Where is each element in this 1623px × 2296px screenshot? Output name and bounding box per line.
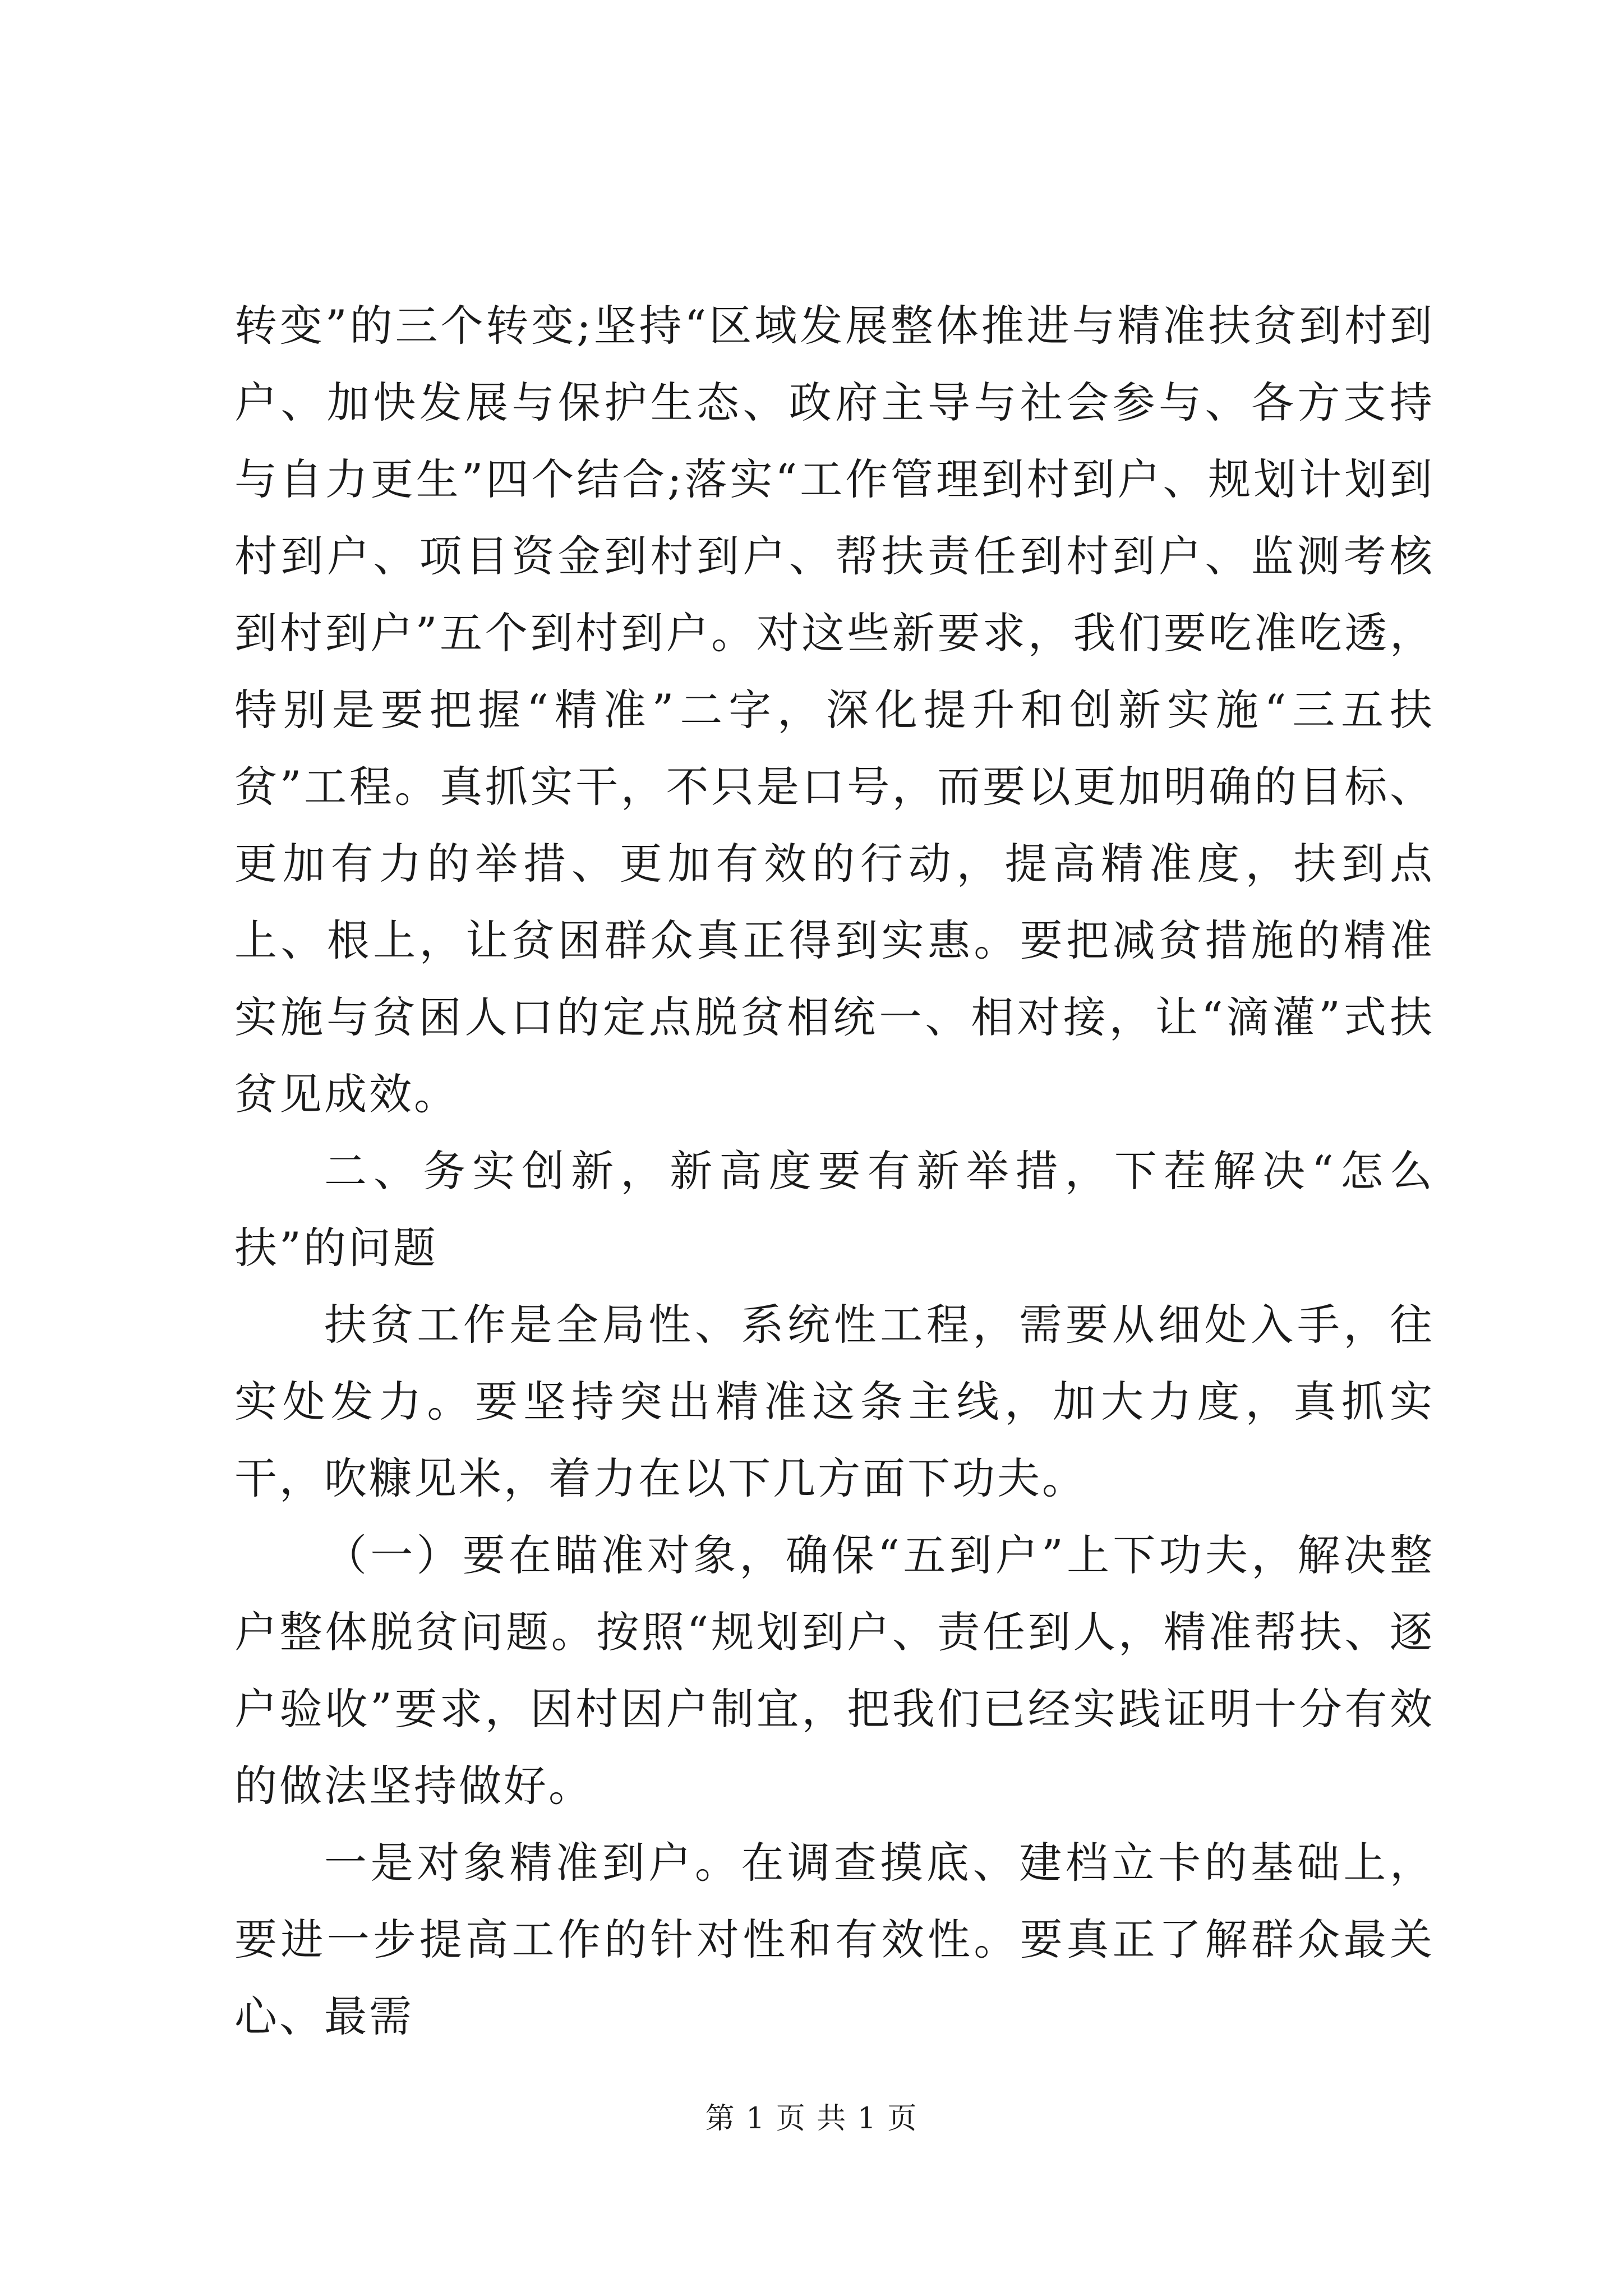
paragraph-continuation: 转变”的三个转变;坚持“区域发展整体推进与精准扶贫到村到户、加快发展与保护生态、政府主导与社会参与、各方支持与自力更生”四个结合;落实“工作管理到村到户、规划计划到村到户、项目资金到村到户、帮扶责任到村到户、监测考核到村到户”五个到村到户。对这些新要求，我们要吃准吃透，特别是要把握“精准”二字，深化提升和创新实施“三五扶贫”工程。真抓实干，不只是口号，而要以更加明确的目标、更加有力的举措、更加有效的行动，提高精准度，扶到点上、根上，让贫困群众真正得到实惠。要把减贫措施的精准实施与贫困人口的定点脱贫相统一、相对接，让“滴灌”式扶贫见成效。 [234, 301, 1435, 1119]
paragraph: 扶贫工作是全局性、系统性工程，需要从细处入手，往实处发力。要坚持突出精准这条主线，加大力度，真抓实干，吹糠见米，着力在以下几方面下功夫。 [234, 1300, 1435, 1503]
paragraph: 一是对象精准到户。在调查摸底、建档立卡的基础上，要进一步提高工作的针对性和有效性。要真正了解群众最关心、最需 [234, 1838, 1435, 2041]
section-heading: 二、务实创新，新高度要有新举措，下茬解决“怎么扶”的问题 [234, 1146, 1435, 1273]
page-footer: 第 1 页 共 1 页 [705, 2102, 918, 2136]
subsection-paragraph: （一）要在瞄准对象，确保“五到户”上下功夫，解决整户整体脱贫问题。按照“规划到户、责任到人，精准帮扶、逐户验收”要求，因村因户制宜，把我们已经实践证明十分有效的做法坚持做好。 [234, 1530, 1435, 1811]
document-body [234, 287, 1435, 2055]
